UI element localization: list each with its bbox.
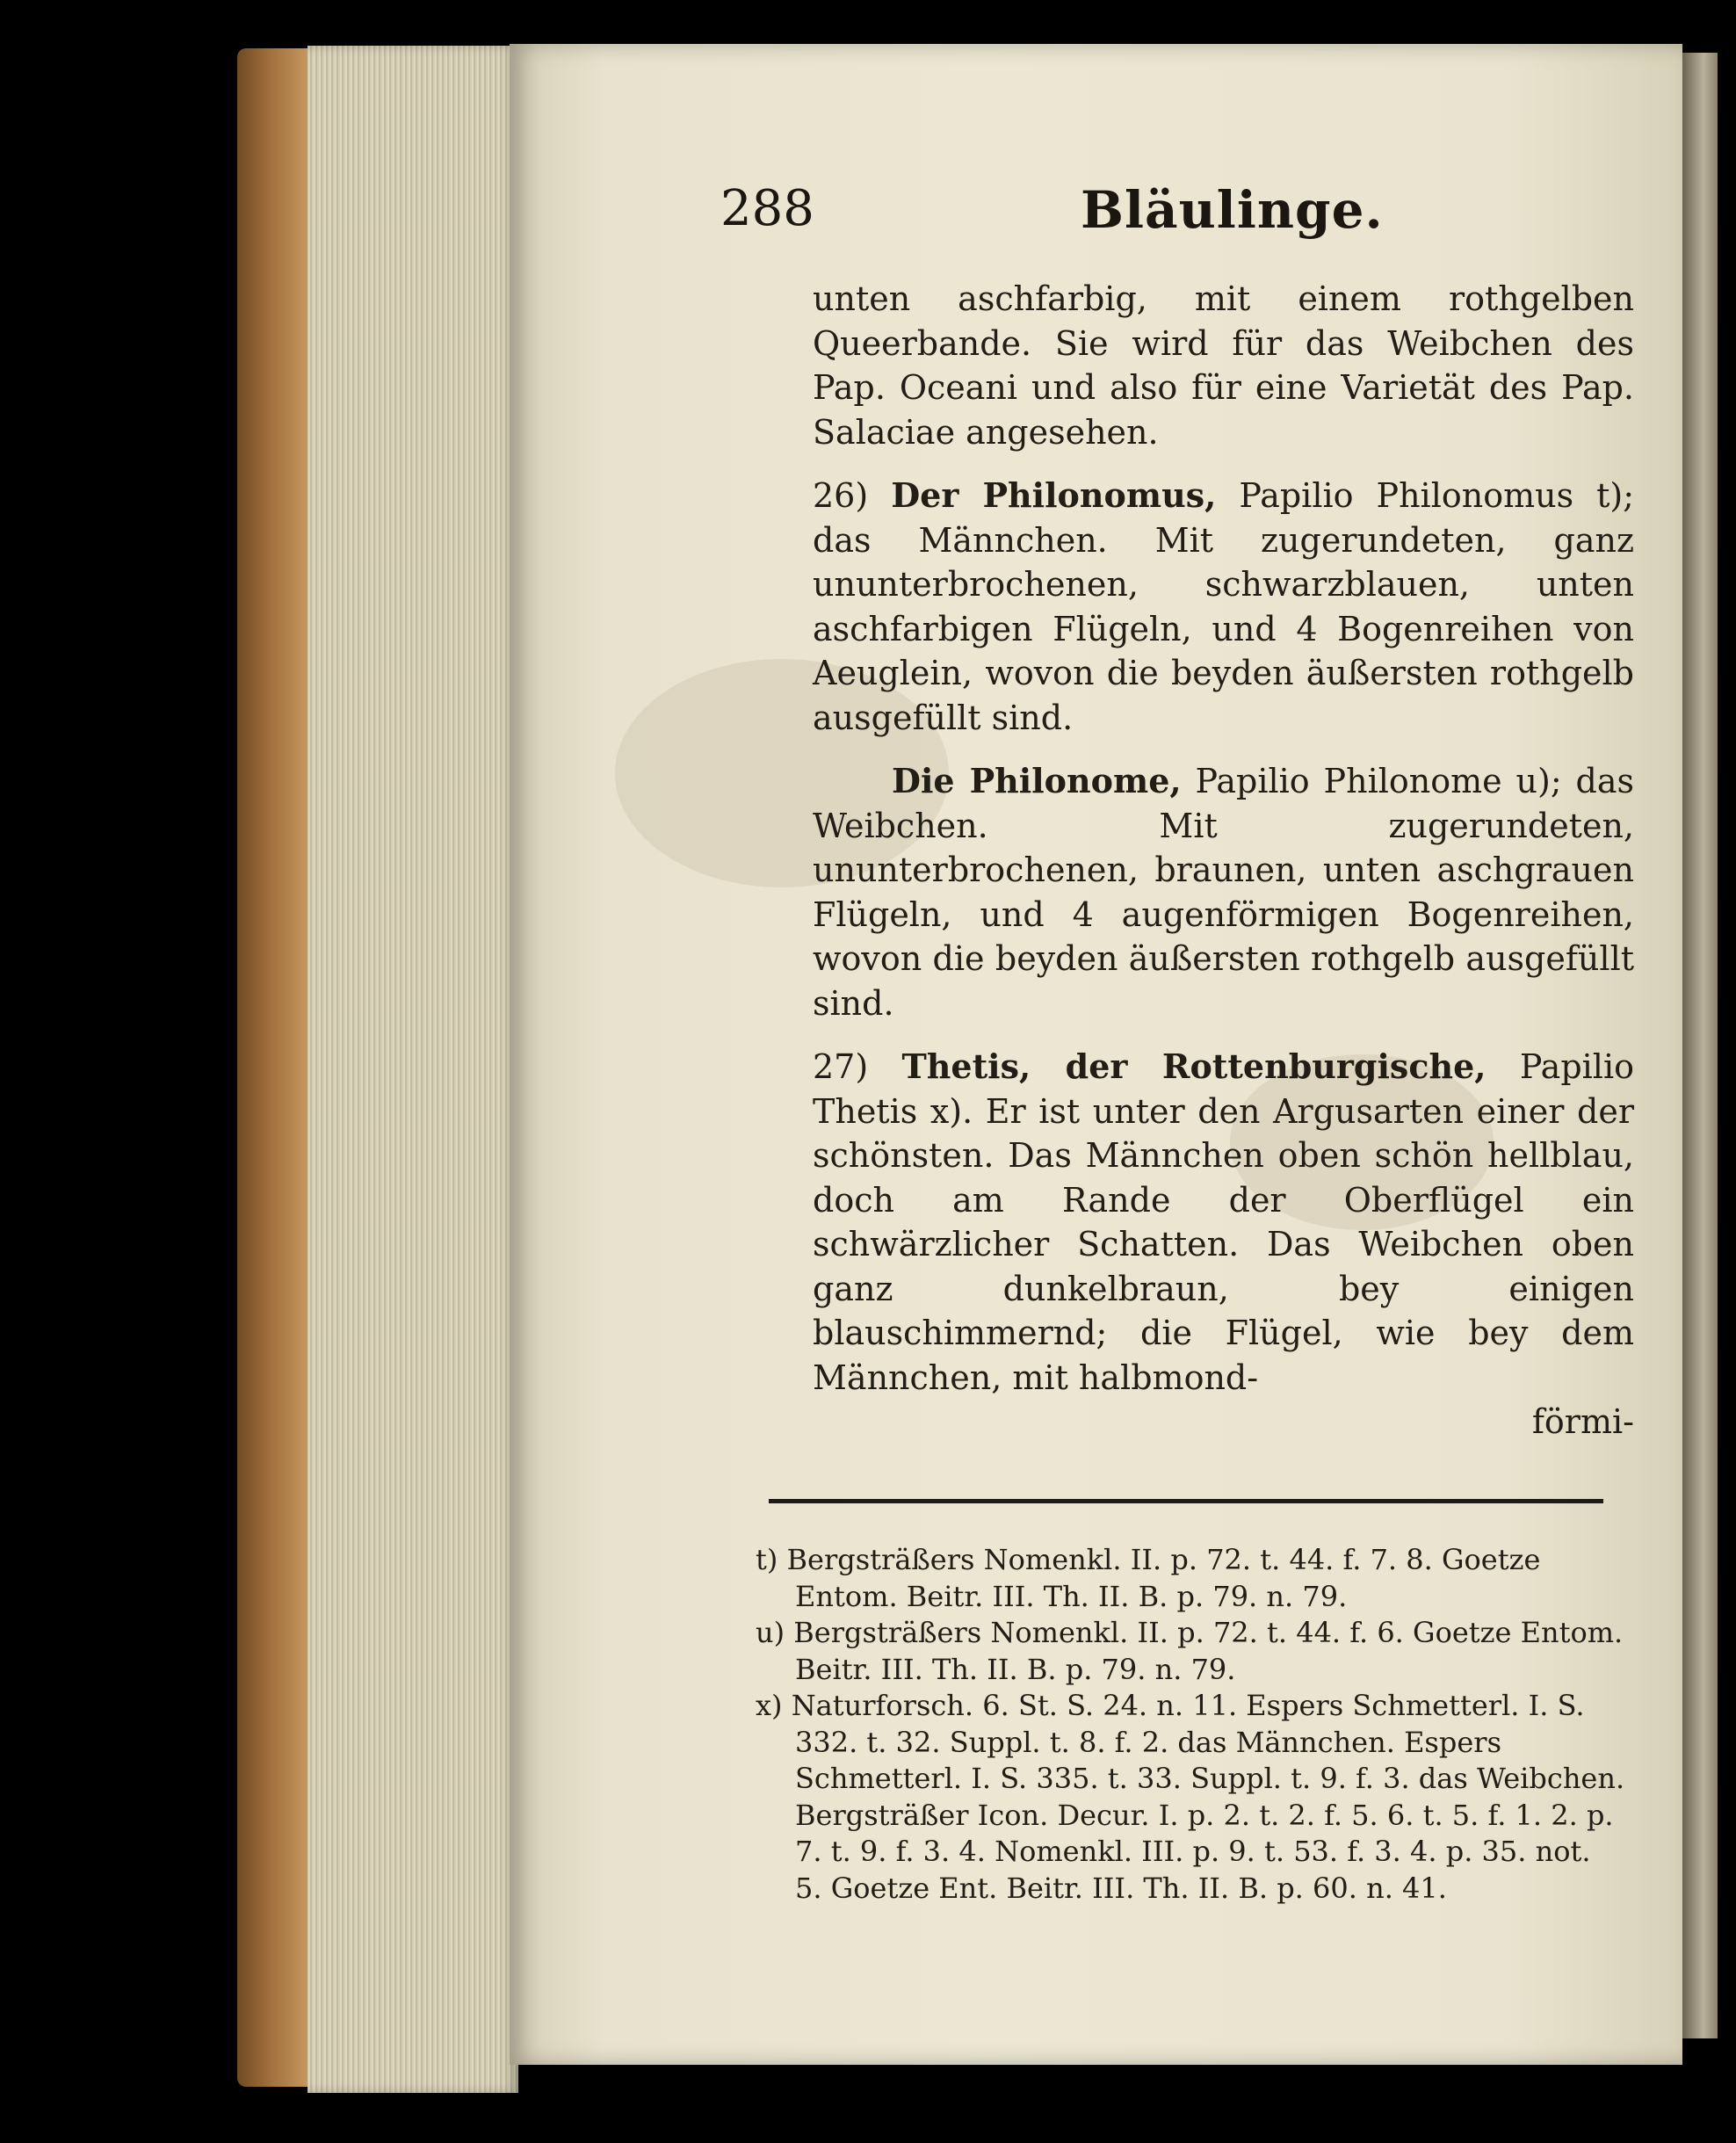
footnote-u: u) Bergsträßers Nomenkl. II. p. 72. t. 44. f. 6. Goetze Entom. Beitr. III. Th. II. B. p. 79. n. 79.	[756, 1616, 1624, 1686]
entry-heading: Die Philonome,	[892, 761, 1182, 800]
entry-heading: Der Philonomus,	[891, 475, 1217, 515]
entry-number: 26)	[813, 476, 869, 515]
page-number: 288	[720, 180, 814, 237]
footnotes	[756, 1542, 1625, 1907]
running-title: Bläulinge.	[1081, 180, 1384, 240]
page-body	[813, 277, 1634, 1444]
entry-number: 27)	[813, 1047, 869, 1086]
entry-text: Papilio Philonome u); das Weibchen. Mit zugerundeten, ununterbrochenen, braunen, unten aschgrauen Flügeln, und 4 augenförmigen Bogenreihen, wovon die beyden äußersten rothgelb ausgefüllt sind.	[813, 762, 1634, 1023]
footnote-t: t) Bergsträßers Nomenkl. II. p. 72. t. 44. f. 7. 8. Goetze Entom. Beitr. III. Th. II. B. p. 79. n. 79.	[756, 1543, 1541, 1613]
entry-philonome	[813, 759, 1634, 1025]
paragraph-continuation: unten aschfarbig, mit einem rothgelben Queerbande. Sie wird für das Weibchen des Pap. Oceani und also für eine Varietät des Pap. Salaciae angesehen.	[813, 279, 1634, 452]
entry-heading: Thetis, der Rottenburgische,	[901, 1046, 1486, 1086]
entry-thetis	[813, 1045, 1634, 1400]
entry-text: Papilio Thetis x). Er ist unter den Argusarten einer der schönsten. Das Männchen oben schön hellblau, doch am Rande der Oberflügel ein schwärzlicher Schatten. Das Weibchen oben ganz dunkelbraun, bey einigen blauschimmernd; die Flügel, wie bey dem Männchen, mit halbmond-	[813, 1047, 1634, 1397]
catchword: förmi-	[1531, 1402, 1634, 1441]
facing-page-edge	[1682, 53, 1718, 2038]
entry-philonomus	[813, 474, 1634, 740]
entry-text: Papilio Philonomus t); das Männchen. Mit zugerundeten, ganz ununterbrochenen, schwarzblauen, unten aschfarbigen Flügeln, und 4 Bogenreihen von Aeuglein, wovon die beyden äußersten rothgelb ausgefüllt sind.	[813, 476, 1634, 737]
footnote-x: x) Naturforsch. 6. St. S. 24. n. 11. Espers Schmetterl. I. S. 332. t. 32. Suppl. t. 8. f. 2. das Männchen. Espers Schmetterl. I. S. 335. t. 33. Suppl. t. 9. f. 3. das Weibchen. Bergsträßer Icon. Decur. I. p. 2. t. 2. f. 5. 6. t. 5. f. 1. 2. p. 7. t. 9. f. 3. 4. Nomenkl. III. p. 9. t. 53. f. 3. 4. p. 35. not. 5. Goetze Ent. Beitr. III. Th. II. B. p. 60. n. 41.	[756, 1689, 1625, 1905]
footnote-rule	[769, 1499, 1603, 1503]
page-block-edges	[307, 46, 518, 2093]
page-header	[720, 180, 1599, 242]
